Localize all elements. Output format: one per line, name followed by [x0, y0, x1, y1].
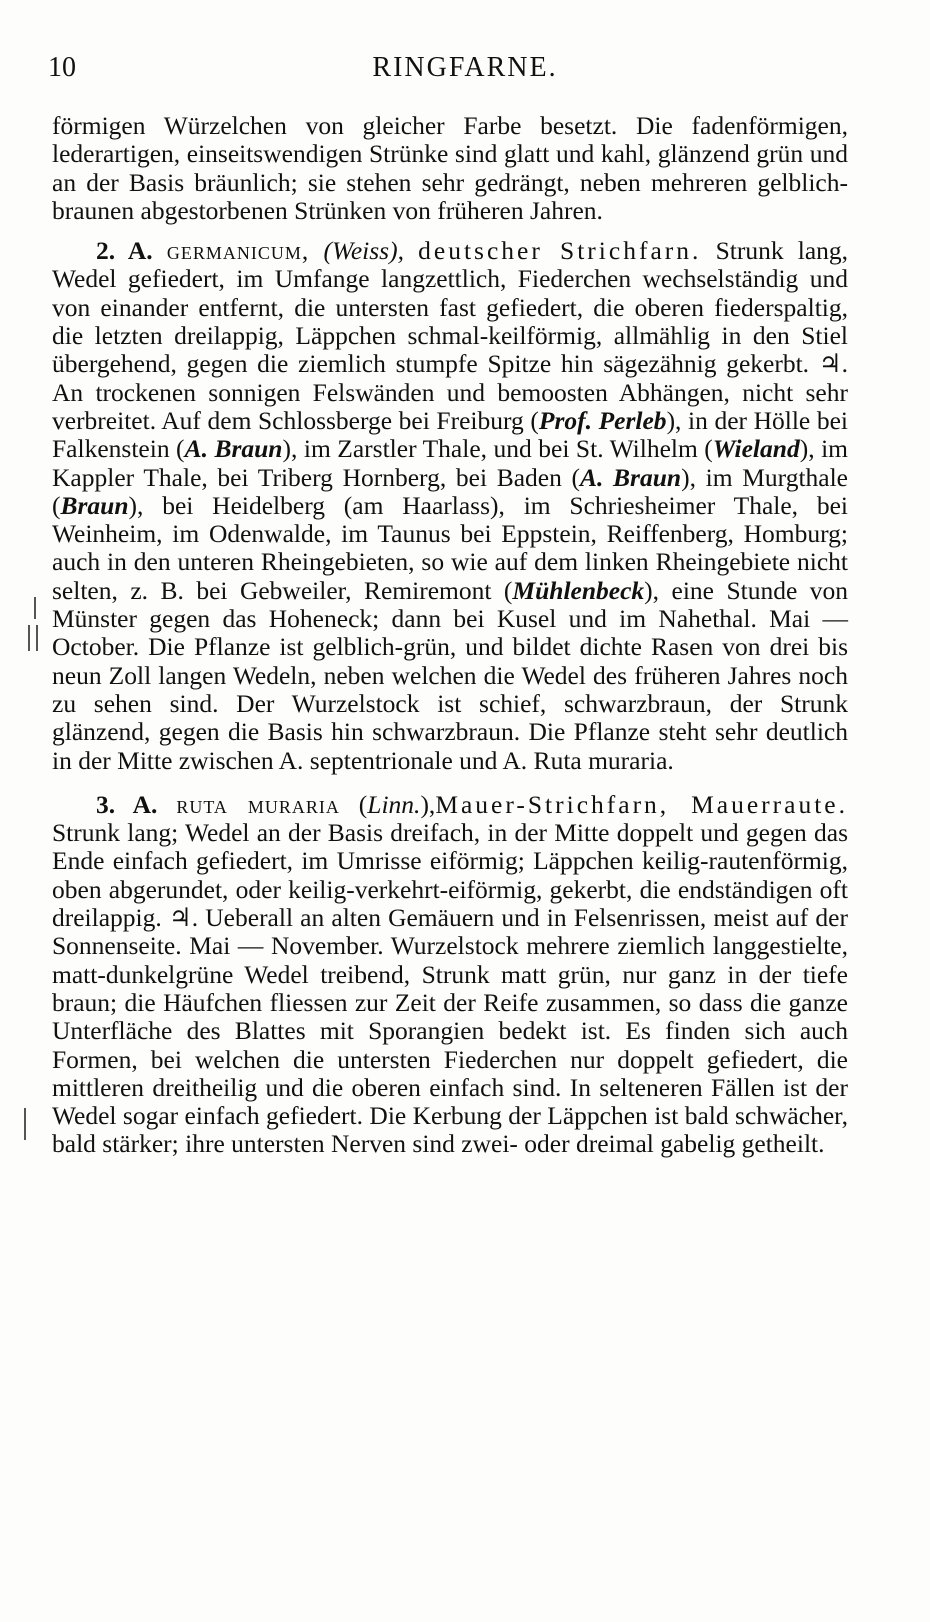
margin-mark-3	[36, 625, 38, 651]
text-segment: ), eine Stunde von Münster gegen das Hoheneck; dann bei Kusel und im Nahethal. Mai — October. Die Pflanze ist gelblich-grün, und bildet dichte Rasen von drei bis neun Zoll langen Wedeln, neben welchen die Wedel des früheren Jahres noch zu sehen sind. Der Wurzelstock ist schief, schwarzbraun, der Strunk glänzend, gegen die Basis hin schwarzbraun. Die Pflanze steht sehr deutlich in der Mitte zwischen A. septentrionale und A. Ruta muraria.	[52, 575, 848, 775]
entry-asplenium-germanicum	[52, 237, 848, 775]
margin-mark-4	[24, 1108, 26, 1140]
common-name: Mauer-Strichfarn, Mauerraute.	[435, 789, 848, 819]
collector-name: Mühlenbeck	[512, 575, 645, 605]
species-name: ruta muraria	[176, 789, 340, 819]
page-number: 10	[48, 52, 76, 83]
common-name: deutscher Strichfarn.	[418, 236, 702, 266]
species-name: germanicum,	[166, 236, 310, 266]
text-segment: ),	[420, 789, 436, 819]
entry-number: 3. A.	[96, 789, 158, 819]
running-head: RINGFARNE.	[372, 52, 558, 83]
text-segment: ), in der Hölle bei Falkenstein (	[52, 405, 848, 464]
author-citation: Linn.	[367, 789, 421, 819]
entry-number: 2. A.	[96, 236, 153, 266]
text-segment: ), im Kappler Thale, bei Triberg Hornberg, bei Baden (	[52, 434, 848, 492]
body-text	[52, 112, 848, 1159]
text-segment: ), im Zarstler Thale, und bei St. Wilhelm (	[282, 434, 713, 464]
author-citation: (Weiss),	[323, 236, 404, 266]
margin-mark-2	[28, 625, 30, 651]
collector-name: A. Braun	[580, 462, 682, 492]
margin-mark-1	[34, 597, 36, 619]
collector-name: Wieland	[712, 434, 800, 464]
collector-name: Prof. Perleb	[538, 405, 667, 435]
text-segment: (	[358, 789, 368, 819]
entry-asplenium-ruta-muraria	[52, 791, 848, 1159]
collector-name: A. Braun	[184, 434, 283, 464]
text-segment: Strunk lang; Wedel an der Basis dreifach, in der Mitte doppelt und gegen das Ende einfach gefiedert, im Umrisse eiförmig; Läppchen keilig-rautenförmig, oben abgerundet, oder keilig-verkehrt-eiförmig, gekerbt, die endständigen oft dreilappig. ♃. Ueberall an alten Gemäuern und in Felsenrissen, meist auf der Sonnenseite. Mai — November. Wurzelstock mehrere ziemlich langgestielte, matt-dunkelgrüne Wedel treibend, Strunk matt grün, nur ganz in der tiefe braun; die Häufchen fliessen zur Zeit der Reife zusammen, so dass die ganze Unterfläche des Blattes mit Sporangien bedekt ist. Es finden sich auch Formen, bei welchen die untersten Fiederchen nur doppelt gefiedert, die mittleren dreitheilig und die oberen einfach sind. In selteneren Fällen ist der Wedel sogar einfach gefiedert. Die Kerbung der Läppchen ist bald schwächer, bald stärker; ihre untersten Nerven sind zwei- oder dreimal gabelig getheilt.	[52, 818, 848, 1159]
paragraph-continuation: förmigen Würzelchen von gleicher Farbe besetzt. Die fadenförmigen, lederartigen, einseitswendigen Strünke sind glatt und kahl, glänzend grün und an der Basis bräunlich; sie stehen sehr gedrängt, neben mehreren gelblich-braunen abgestorbenen Strünken von früheren Jahren.	[52, 111, 848, 225]
text-segment: Strunk lang, Wedel gefiedert, im Umfange langzettlich, Fiederchen wechselständig und von einander entfernt, die untersten fast gefiedert, die oberen fiederspaltig, die letzten dreilappig, Läppchen schmal-keilförmig, allmählig in den Stiel übergehend, gegen die ziemlich stumpfe Spitze hin sägezähnig gekerbt. ♃. An trockenen sonnigen Felswänden und bemoosten Abhängen, nicht sehr verbreitet. Auf dem Schlossberge bei Freiburg (	[52, 236, 849, 435]
text-segment: ), im Murgthale (	[52, 462, 848, 520]
collector-name: Braun	[60, 490, 129, 520]
text-segment: ), bei Heidelberg (am Haarlass), im Schriesheimer Thale, bei Weinheim, im Odenwalde, im Taunus bei Eppstein, Reiffenberg, Homburg; auch in den unteren Rheingebieten, so wie auf dem linken Rheingebiete nicht selten, z. B. bei Gebweiler, Remiremont (	[52, 490, 848, 605]
